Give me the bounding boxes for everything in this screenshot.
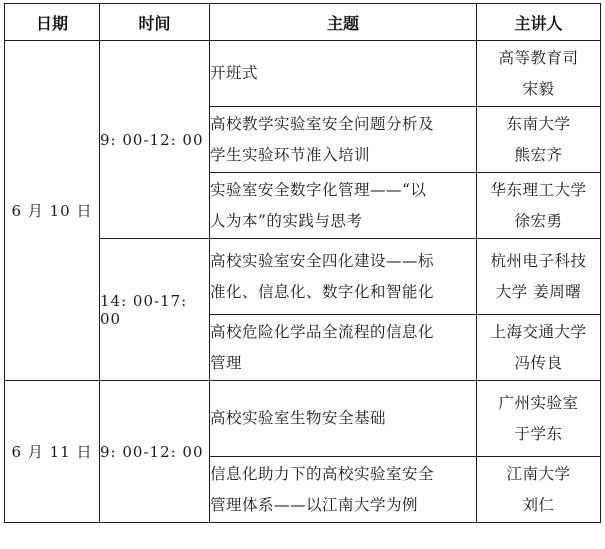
topic-line: 高校危险化学品全流程的信息化 <box>210 322 435 341</box>
speaker-name: 徐宏勇 <box>514 211 563 230</box>
topic-line: 开班式 <box>210 64 259 82</box>
topic-cell <box>210 173 477 239</box>
topic-cell <box>210 239 477 315</box>
speaker-cell <box>477 315 601 381</box>
topic-line: 学生实验环节准入培训 <box>210 145 371 164</box>
speaker-affiliation: 华东理工大学 <box>490 180 587 199</box>
header-time: 时间 <box>100 4 210 41</box>
header-date: 日期 <box>5 4 100 41</box>
speaker-affiliation: 上海交通大学 <box>490 322 587 341</box>
topic-cell <box>210 315 477 381</box>
time-cell: 9: 00-12: 00 <box>100 41 210 239</box>
speaker-cell <box>477 173 601 239</box>
topic-line: 实验室安全数字化管理——“以 <box>210 180 427 199</box>
schedule-table <box>4 3 601 523</box>
table-row <box>5 381 601 457</box>
topic-line: 高校实验室生物安全基础 <box>210 409 387 427</box>
speaker-cell <box>477 239 601 315</box>
speaker-affiliation: 东南大学 <box>506 114 571 133</box>
speaker-name: 熊宏齐 <box>514 145 563 164</box>
speaker-name: 于学东 <box>514 424 563 443</box>
header-speaker: 主讲人 <box>477 4 601 41</box>
date-cell: 6 月 10 日 <box>5 41 100 381</box>
speaker-cell <box>477 381 601 457</box>
topic-line: 管理 <box>210 353 243 372</box>
speaker-affiliation: 广州实验室 <box>498 393 579 412</box>
header-topic: 主题 <box>210 4 477 41</box>
topic-line: 信息化助力下的高校实验室安全 <box>210 464 435 483</box>
topic-line: 管理体系——以江南大学为例 <box>210 495 419 514</box>
time-cell: 14: 00-17: 00 <box>100 239 210 381</box>
header-row <box>5 4 601 41</box>
time-cell: 9: 00-12: 00 <box>100 381 210 523</box>
speaker-cell <box>477 457 601 523</box>
topic-cell <box>210 41 477 107</box>
speaker-name: 大学 姜周曙 <box>495 282 582 301</box>
topic-line: 高校教学实验室安全问题分析及 <box>210 114 435 133</box>
speaker-name: 刘仁 <box>522 495 555 514</box>
speaker-name: 冯传良 <box>514 353 563 372</box>
speaker-cell <box>477 107 601 173</box>
speaker-affiliation: 杭州电子科技 <box>490 251 587 270</box>
topic-line: 高校实验室安全四化建设——标 <box>210 251 435 270</box>
topic-cell <box>210 107 477 173</box>
speaker-cell <box>477 41 601 107</box>
topic-line: 准化、信息化、数字化和智能化 <box>210 282 435 301</box>
topic-cell <box>210 457 477 523</box>
topic-cell <box>210 381 477 457</box>
speaker-affiliation: 江南大学 <box>506 464 571 483</box>
speaker-name: 宋毅 <box>522 79 555 98</box>
table-row <box>5 41 601 107</box>
speaker-affiliation: 高等教育司 <box>498 48 579 67</box>
date-cell: 6 月 11 日 <box>5 381 100 523</box>
topic-line: 人为本”的实践与思考 <box>210 211 363 230</box>
